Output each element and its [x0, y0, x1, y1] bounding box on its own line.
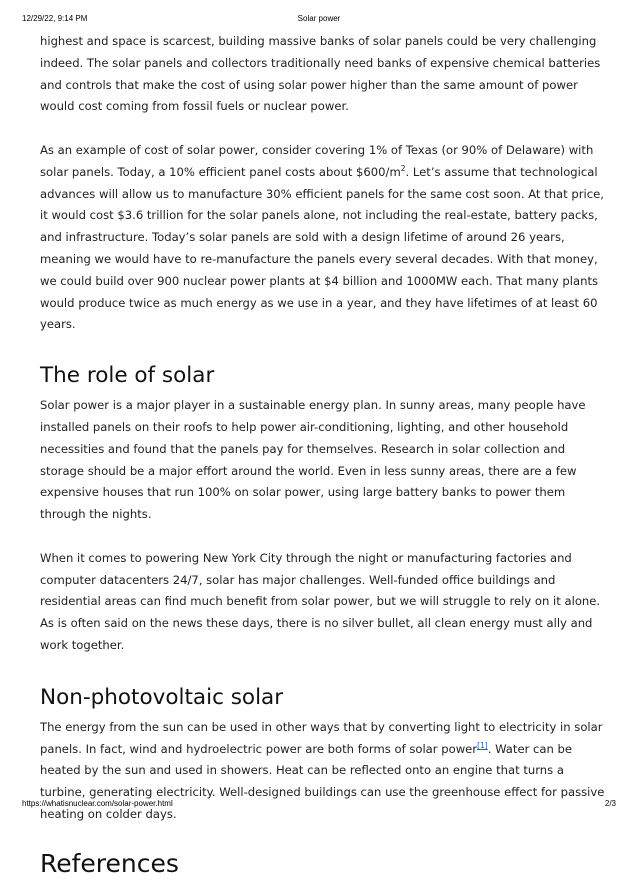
print-footer: [0, 799, 638, 811]
paragraph-solar-cost: [40, 140, 605, 336]
paragraph-non-photovoltaic-text-cont: . Water can be heated by the sun and used in showers. Heat can be reflected onto an engine that turns a turbine, generating electricity. Well-designed buildings can use the greenhouse effect for passive heating on colder days.: [40, 741, 605, 821]
superscript-squared: 2: [400, 163, 406, 173]
paragraph-solar-role: Solar power is a major player in a sustainable energy plan. In sunny areas, many people have installed panels on their roofs to help power air-conditioning, lighting, and other household necessities and found that the panels pay for themselves. Research in solar collection and storage should be a major effort around the world. Even in less sunny areas, there are a few expensive houses that run 100% on solar power, using large battery banks to power them through the nights.: [40, 398, 586, 522]
footnote-link-1[interactable]: [1]: [477, 740, 488, 750]
print-datetime: 12/29/22, 9:14 PM: [22, 14, 88, 23]
print-url: https://whatisnuclear.com/solar-power.html: [22, 799, 173, 808]
heading-non-photovoltaic-solar: Non-photovoltaic solar: [40, 684, 284, 710]
article-body: [40, 31, 605, 880]
paragraph-solar-cost-text: As an example of cost of solar power, consider covering 1% of Texas (or 90% of Delaware) with solar panels. Today, a 10% efficient panel costs about $600/m: [40, 142, 594, 179]
print-page-title: Solar power: [297, 14, 341, 23]
paragraph-solar-cost-text-cont: . Let’s assume that technological advances will allow us to manufacture 30% efficient panels for the same cost soon. At that price, it would cost $3.6 trillion for the solar panels alone, not including the real-estate, battery packs, and infrastructure. Today’s solar panels are sold with a design lifetime of around 26 years, meaning we would have to re-manufacture the panels every several decades. With that money, we could build over 900 nuclear power plants at $4 billion and 1000MW each. That many plants would produce twice as much energy as we use in a year, and they have lifetimes of at least 60 years.: [40, 164, 604, 332]
heading-references: References: [40, 848, 179, 878]
print-page-number: 2/3: [604, 799, 616, 808]
paragraph-solar-challenges: When it comes to powering New York City through the night or manufacturing factories and computer datacenters 24/7, solar has major challenges. Well-funded office buildings and residential areas can find much benefit from solar power, but we will struggle to rely on it alone. As is often said on the news these days, there is no silver bullet, all clean energy must ally and work together.: [40, 550, 601, 652]
print-header: [0, 14, 638, 26]
paragraph-solar-scale: highest and space is scarcest, building massive banks of solar panels could be very challenging indeed. The solar panels and collectors traditionally need banks of expensive chemical batteries and controls that make the cost of using solar power higher than the same amount of power would cost coming from fossil fuels or nuclear power.: [40, 34, 601, 114]
paragraph-non-photovoltaic-text: The energy from the sun can be used in other ways that by converting light to electricity in solar panels. In fact, wind and hydroelectric power are both forms of solar power: [40, 719, 603, 756]
heading-role-of-solar: The role of solar: [40, 363, 215, 389]
